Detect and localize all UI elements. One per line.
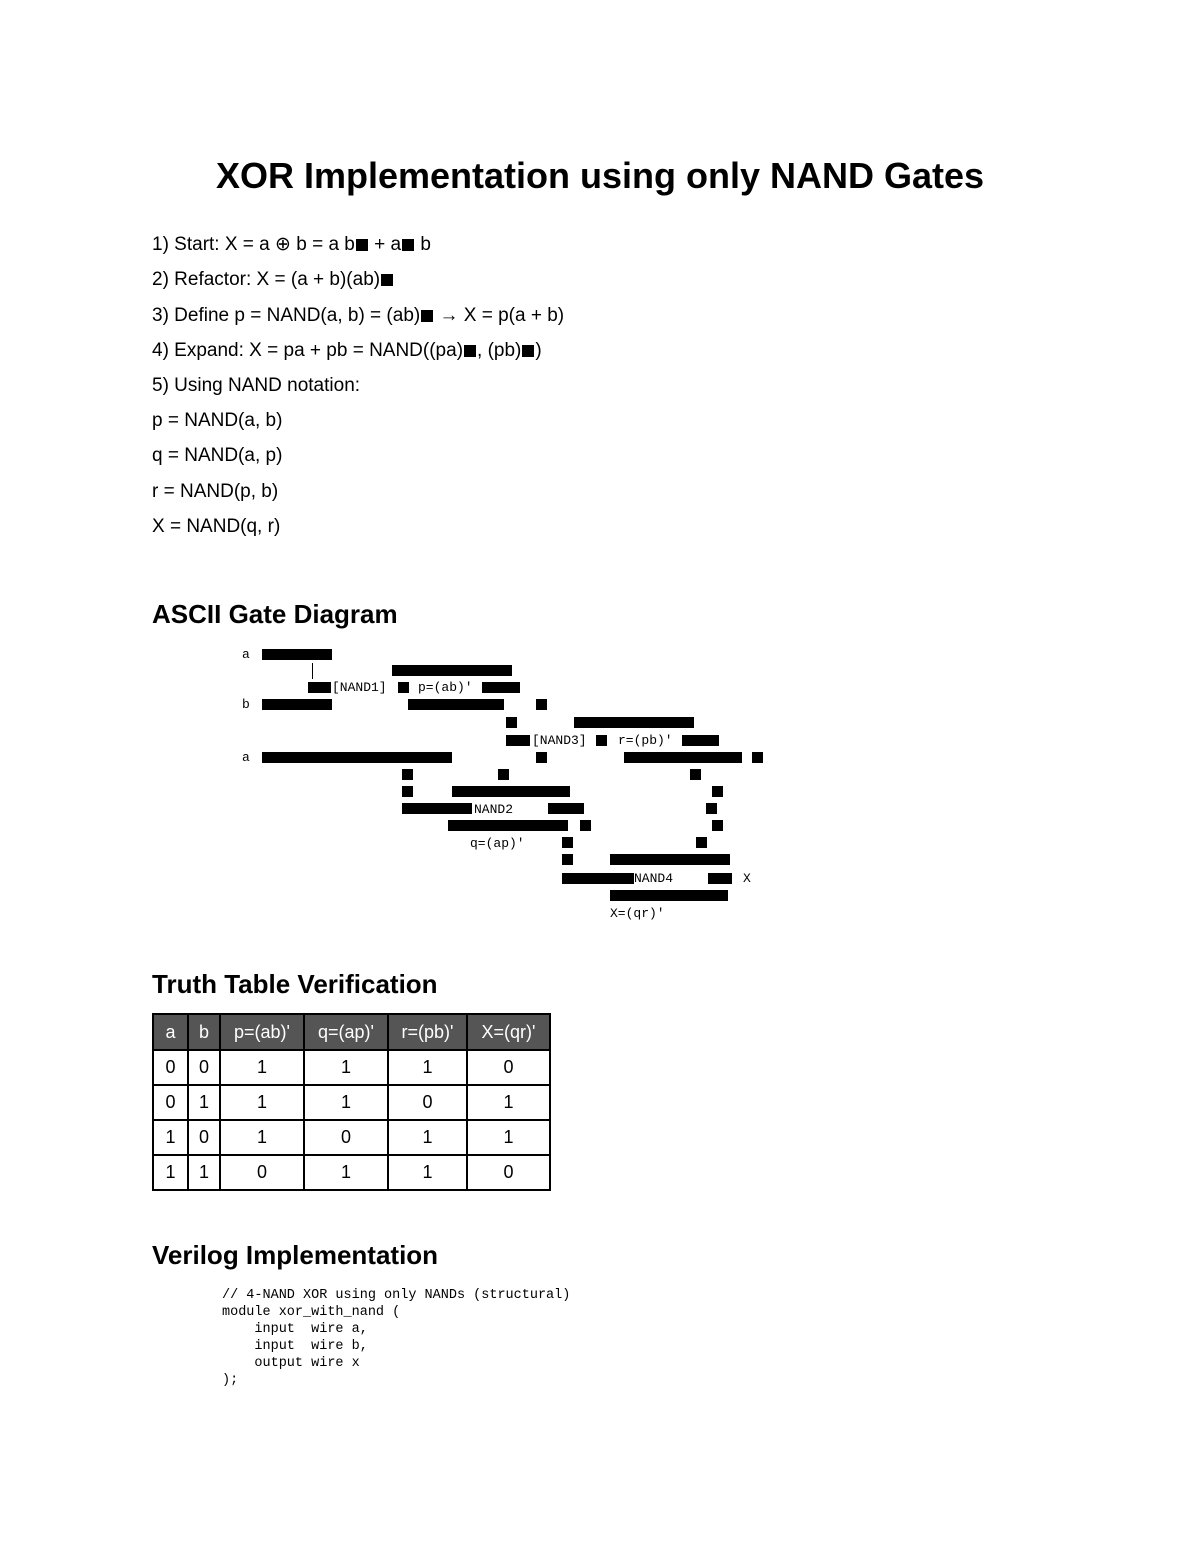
table-cell: 1 bbox=[388, 1155, 467, 1190]
wire-glyph-block bbox=[580, 820, 591, 831]
nand-def-p: p = NAND(a, b) bbox=[152, 410, 283, 431]
wire-glyph-block bbox=[506, 735, 530, 746]
code-line: module xor_with_nand ( bbox=[222, 1305, 401, 1320]
table-cell: 1 bbox=[304, 1155, 388, 1190]
wire-glyph-block bbox=[610, 890, 728, 901]
table-cell: 0 bbox=[220, 1155, 304, 1190]
nand-def-q: q = NAND(a, p) bbox=[152, 445, 283, 466]
wire-glyph-block bbox=[706, 803, 717, 814]
wire-glyph-block bbox=[690, 769, 701, 780]
wire-glyph-block bbox=[262, 752, 452, 763]
nand1-label: [NAND1] bbox=[332, 680, 387, 695]
input-a-label-2: a bbox=[242, 750, 250, 765]
wire-glyph-block bbox=[452, 786, 570, 797]
column-header: q=(ap)' bbox=[304, 1014, 388, 1050]
step-4-text-c: ) bbox=[535, 340, 542, 361]
table-cell: 0 bbox=[153, 1050, 188, 1085]
input-a-label: a bbox=[242, 647, 250, 662]
table-cell: 0 bbox=[153, 1085, 188, 1120]
truth-table-heading: Truth Table Verification bbox=[152, 969, 438, 999]
wire-glyph-block bbox=[562, 854, 573, 865]
table-cell: 0 bbox=[467, 1155, 550, 1190]
table-cell: 1 bbox=[388, 1120, 467, 1155]
wire-glyph-block bbox=[402, 769, 413, 780]
nand-def-r: r = NAND(p, b) bbox=[152, 481, 279, 502]
table-cell: 0 bbox=[388, 1085, 467, 1120]
nand2-label: NAND2 bbox=[474, 802, 514, 817]
code-line: input wire a, bbox=[222, 1322, 368, 1337]
step-4-text-a: 4) Expand: X = pa + pb = NAND((pa) bbox=[152, 340, 464, 361]
table-cell: 0 bbox=[188, 1120, 220, 1155]
table-cell: 1 bbox=[304, 1085, 388, 1120]
wire-glyph-block bbox=[408, 699, 504, 710]
missing-glyph-box-icon bbox=[356, 239, 368, 251]
derivation-step-1 bbox=[152, 233, 431, 257]
column-header: b bbox=[188, 1014, 220, 1050]
code-line: input wire b, bbox=[222, 1339, 368, 1354]
wire-glyph-block bbox=[548, 803, 584, 814]
input-b-label: b bbox=[242, 697, 250, 712]
wire-glyph-block bbox=[696, 837, 707, 848]
wire-glyph-block bbox=[482, 682, 520, 693]
table-row bbox=[153, 1155, 550, 1190]
missing-glyph-box-icon bbox=[421, 310, 433, 322]
missing-glyph-box-icon bbox=[381, 274, 393, 286]
step-1-text-c: b bbox=[415, 234, 431, 255]
ascii-gate-diagram bbox=[240, 645, 780, 930]
step-1-text-a: 1) Start: X = a ⊕ b = a b bbox=[152, 234, 355, 255]
table-header-row bbox=[153, 1014, 550, 1050]
table-cell: 1 bbox=[220, 1085, 304, 1120]
page-title: XOR Implementation using only NAND Gates bbox=[215, 155, 985, 196]
truth-table bbox=[152, 1013, 551, 1191]
wire-glyph-block bbox=[506, 717, 517, 728]
wire-glyph-block bbox=[708, 873, 732, 884]
table-cell: 1 bbox=[153, 1120, 188, 1155]
table-cell: 1 bbox=[220, 1120, 304, 1155]
wire-glyph-block bbox=[752, 752, 763, 763]
wire-glyph-block bbox=[536, 699, 547, 710]
wire-glyph-block bbox=[312, 663, 313, 679]
wire-glyph-block bbox=[574, 717, 694, 728]
nand3-label: [NAND3] bbox=[532, 733, 587, 748]
wire-glyph-block bbox=[308, 682, 331, 693]
table-row bbox=[153, 1050, 550, 1085]
q-output-label: q=(ap)' bbox=[470, 836, 525, 851]
table-cell: 0 bbox=[467, 1050, 550, 1085]
table-cell: 1 bbox=[220, 1050, 304, 1085]
column-header: X=(qr)' bbox=[467, 1014, 550, 1050]
table-cell: 1 bbox=[467, 1120, 550, 1155]
wire-glyph-block bbox=[712, 820, 723, 831]
wire-glyph-block bbox=[448, 820, 568, 831]
r-output-label: r=(pb)' bbox=[618, 733, 673, 748]
wire-glyph-block bbox=[392, 665, 512, 676]
code-line: // 4-NAND XOR using only NANDs (structural) bbox=[222, 1288, 571, 1303]
table-cell: 0 bbox=[304, 1120, 388, 1155]
column-header: r=(pb)' bbox=[388, 1014, 467, 1050]
derivation-step-5: 5) Using NAND notation: bbox=[152, 375, 361, 396]
wire-glyph-block bbox=[562, 837, 573, 848]
derivation-step-4 bbox=[152, 339, 542, 363]
wire-glyph-block bbox=[402, 786, 413, 797]
code-line: ); bbox=[222, 1373, 239, 1388]
table-cell: 0 bbox=[188, 1050, 220, 1085]
missing-glyph-box-icon bbox=[402, 239, 414, 251]
step-1-text-b: + a bbox=[368, 234, 402, 255]
p-output-label: p=(ab)' bbox=[418, 680, 473, 695]
wire-glyph-block bbox=[682, 735, 719, 746]
table-cell: 1 bbox=[388, 1050, 467, 1085]
wire-glyph-block bbox=[610, 854, 730, 865]
diagram-heading: ASCII Gate Diagram bbox=[152, 599, 398, 629]
wire-glyph-block bbox=[498, 769, 509, 780]
table-cell: 1 bbox=[188, 1155, 220, 1190]
nand-def-x: X = NAND(q, r) bbox=[152, 516, 281, 537]
wire-glyph-block bbox=[562, 873, 634, 884]
wire-glyph-block bbox=[712, 786, 723, 797]
x-output-label: X=(qr)' bbox=[610, 906, 665, 921]
wire-glyph-block bbox=[402, 803, 472, 814]
code-line: output wire x bbox=[222, 1356, 360, 1371]
wire-glyph-block bbox=[262, 699, 332, 710]
step-3-text-b: → X = p(a + b) bbox=[434, 305, 565, 326]
wire-glyph-block bbox=[596, 735, 607, 746]
table-cell: 1 bbox=[304, 1050, 388, 1085]
column-header: a bbox=[153, 1014, 188, 1050]
wire-glyph-block bbox=[262, 649, 332, 660]
missing-glyph-box-icon bbox=[464, 345, 476, 357]
step-4-text-b: , (pb) bbox=[477, 340, 522, 361]
step-2-text-a: 2) Refactor: X = (a + b)(ab) bbox=[152, 269, 381, 290]
wire-glyph-block bbox=[398, 682, 409, 693]
nand4-label: NAND4 bbox=[634, 871, 674, 886]
verilog-code-block bbox=[222, 1287, 570, 1389]
derivation-step-2 bbox=[152, 268, 394, 292]
step-3-text-a: 3) Define p = NAND(a, b) = (ab) bbox=[152, 305, 421, 326]
output-x-label: X bbox=[743, 871, 751, 886]
table-cell: 1 bbox=[467, 1085, 550, 1120]
table-row bbox=[153, 1085, 550, 1120]
wire-glyph-block bbox=[624, 752, 742, 763]
missing-glyph-box-icon bbox=[522, 345, 534, 357]
table-row bbox=[153, 1120, 550, 1155]
verilog-heading: Verilog Implementation bbox=[152, 1240, 439, 1270]
wire-glyph-block bbox=[536, 752, 547, 763]
table-cell: 1 bbox=[153, 1155, 188, 1190]
derivation-step-3 bbox=[152, 304, 564, 328]
column-header: p=(ab)' bbox=[220, 1014, 304, 1050]
table-cell: 1 bbox=[188, 1085, 220, 1120]
